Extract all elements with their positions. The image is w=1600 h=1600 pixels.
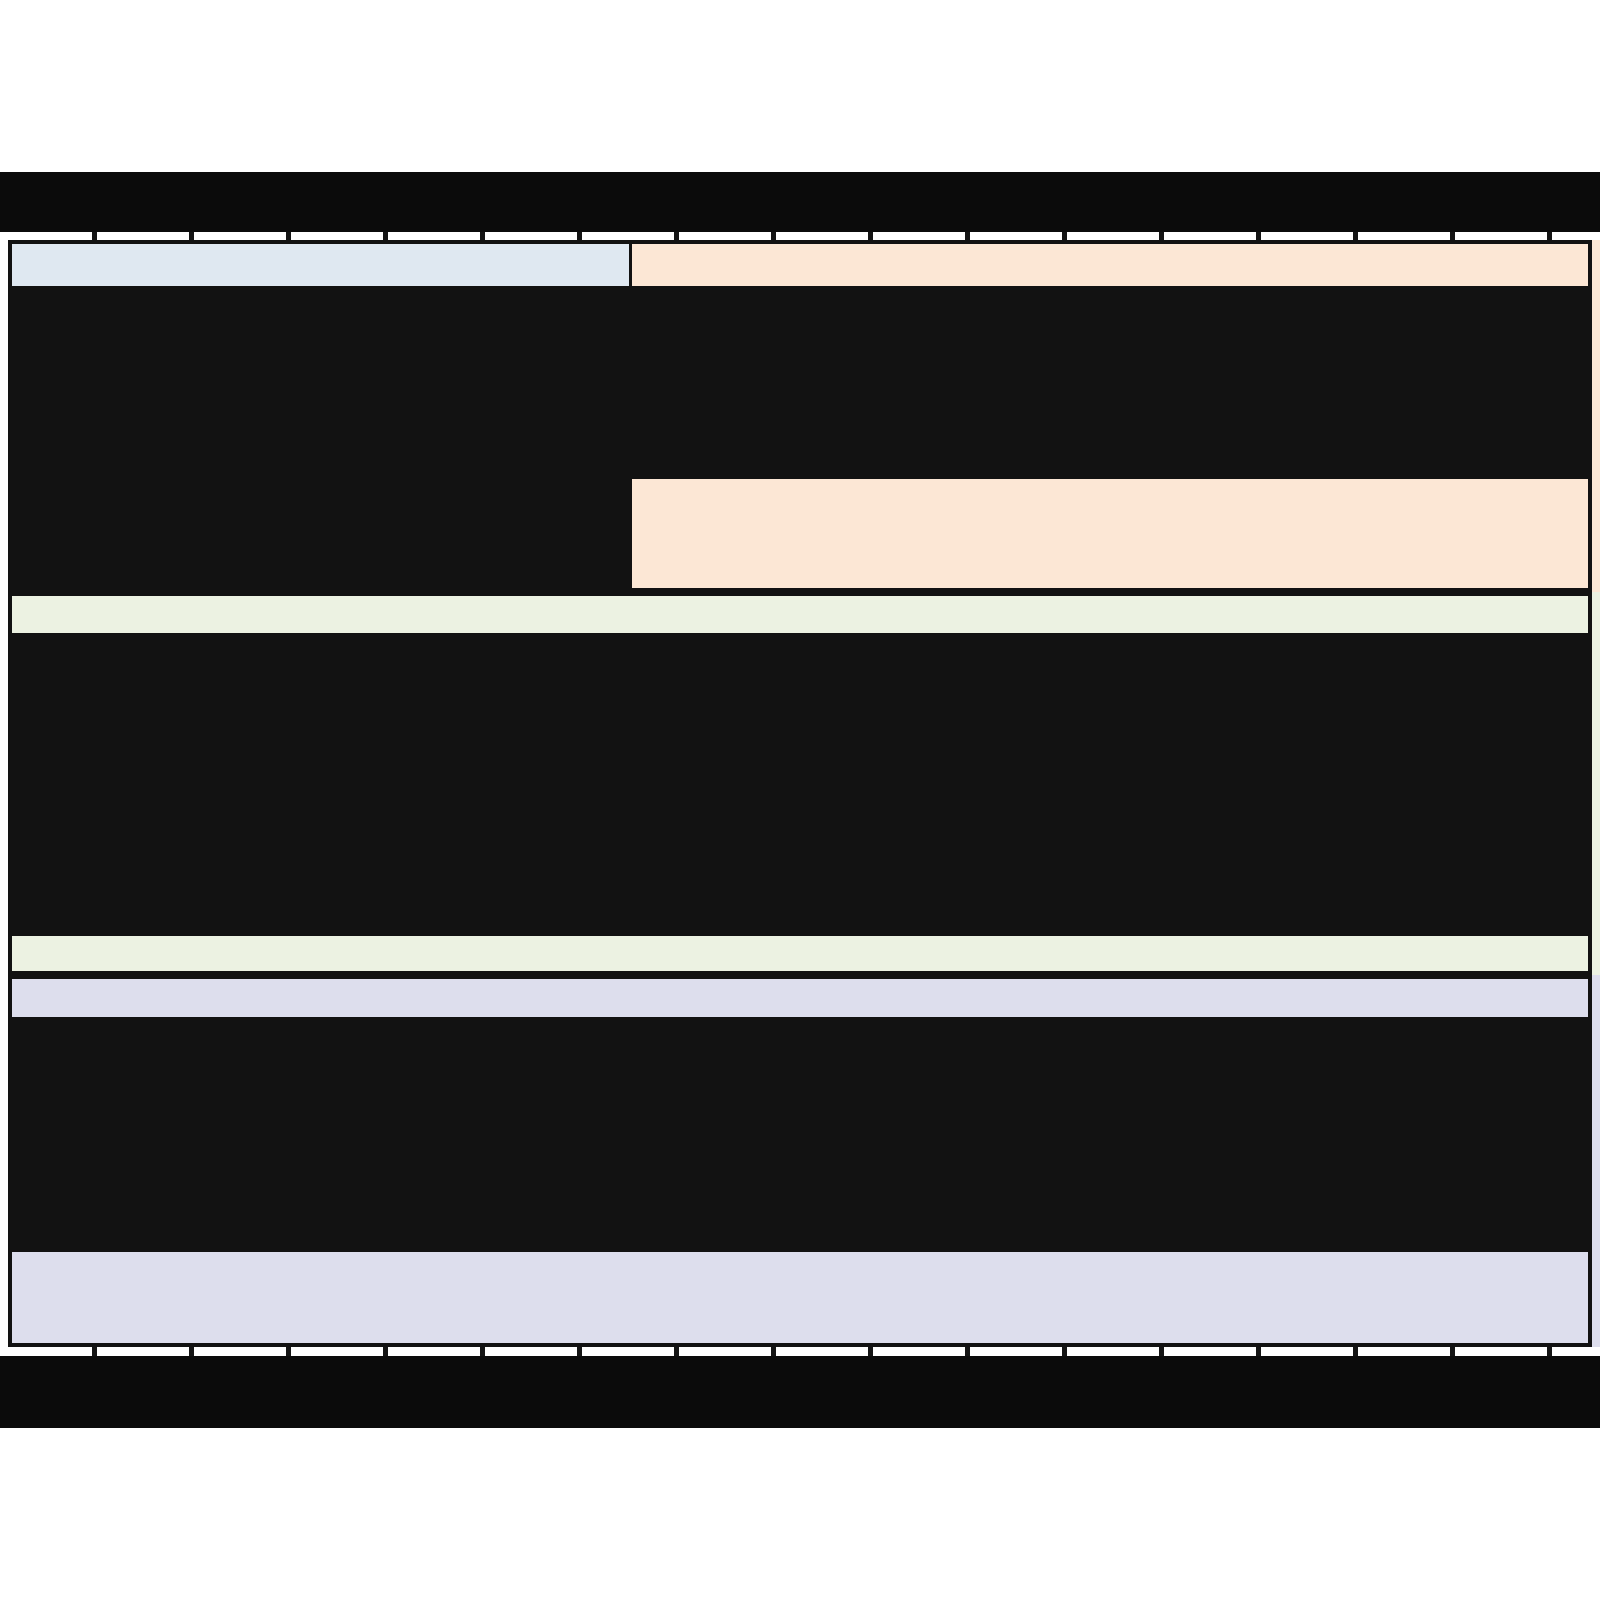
- right-edge-cropped-column-women: [1592, 240, 1600, 592]
- kids-section: [8, 592, 1592, 975]
- top-letterbox-bar: [0, 172, 1600, 232]
- women-table-title: [632, 244, 1588, 286]
- player-section: [8, 975, 1592, 1347]
- bottom-letterbox-bar: [0, 1356, 1600, 1428]
- right-edge-cropped-column-kids: [1592, 592, 1600, 975]
- women-note: [632, 479, 1588, 588]
- player-table-title: [12, 979, 1588, 1017]
- bottom-cropped-row-strip: [0, 1347, 1600, 1356]
- kids-note: [12, 936, 1588, 971]
- kids-table-title: [12, 596, 1588, 633]
- right-edge-cropped-column-player: [1592, 975, 1600, 1347]
- men-table-title: [12, 244, 629, 286]
- top-cropped-row-strip: [0, 232, 1600, 240]
- men-women-section: [8, 240, 1592, 592]
- footer-note: [12, 1252, 1588, 1343]
